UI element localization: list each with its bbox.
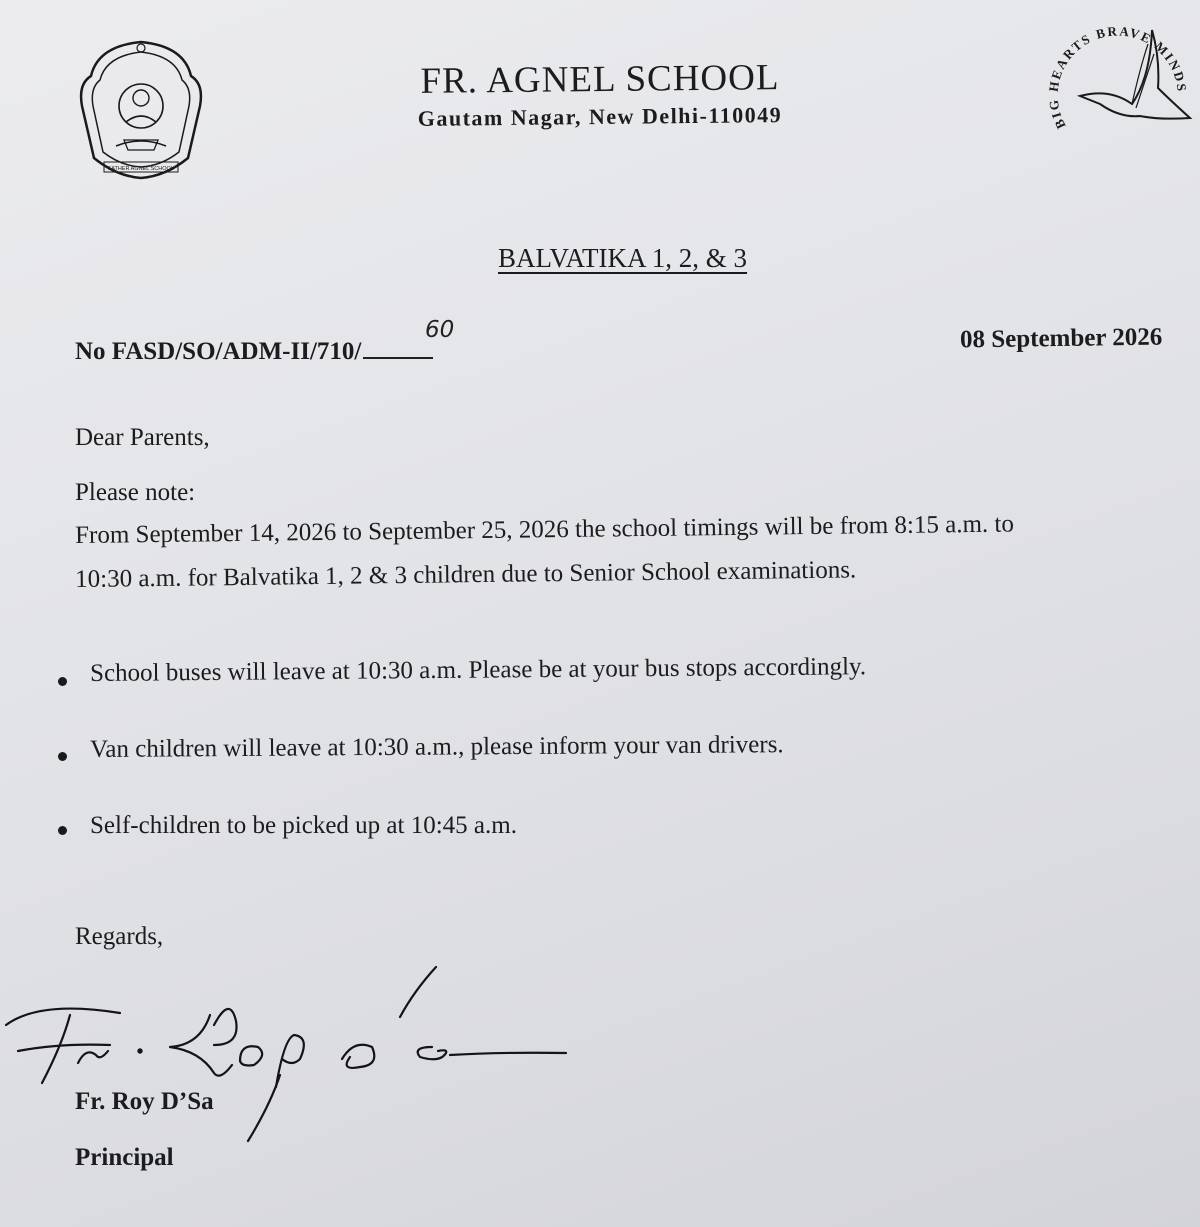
- reference-number: No FASD/SO/ADM-II/710/: [75, 338, 362, 365]
- bullet-icon: [58, 826, 67, 835]
- school-name: FR. AGNEL SCHOOL: [420, 57, 780, 102]
- school-crest-logo: [76, 36, 206, 181]
- crest-banner-text: FATHER AGNEL SCHOOL: [108, 166, 174, 172]
- bullet-item-buses: School buses will leave at 10:30 a.m. Please be at your bus stops accordingly.: [90, 653, 867, 687]
- handwritten-signature: [0, 955, 580, 1145]
- bullet-item-self-pickup: Self-children to be picked up at 10:45 a.m.: [90, 812, 517, 839]
- bullet-item-vans: Van children will leave at 10:30 a.m., please inform your van drivers.: [90, 731, 784, 763]
- bullet-icon: [58, 752, 67, 761]
- notice-paragraph-line-1: From September 14, 2026 to September 25, 2026 the school timings will be from 8:15 a.m. to: [75, 510, 1015, 549]
- notice-paragraph-line-2: 10:30 a.m. for Balvatika 1, 2 & 3 children due to Senior School examinations.: [75, 556, 857, 593]
- big-hearts-brave-minds-logo: [1040, 8, 1195, 168]
- school-address: Gautam Nagar, New Delhi-110049: [417, 102, 783, 131]
- bullet-icon: [58, 677, 67, 686]
- notice-heading: BALVATIKA 1, 2, & 3: [498, 243, 748, 273]
- svg-text:BIG HEARTS BRAVE MINDS: [1046, 23, 1190, 131]
- reference-blank-line: [363, 357, 433, 359]
- closing-regards: Regards,: [75, 923, 164, 950]
- signature-text: Fr. Roy D'Sa: [0, 955, 6, 956]
- notice-date: 08 September 2026: [959, 323, 1163, 354]
- salutation: Dear Parents,: [75, 424, 210, 451]
- reference-number-line: [75, 338, 433, 366]
- handwritten-reference-number: 60: [425, 317, 455, 343]
- signatory-title: Principal: [75, 1144, 174, 1171]
- please-note: Please note:: [75, 479, 196, 506]
- motto-text: BIG HEARTS BRAVE MINDS: [1045, 23, 1190, 132]
- signatory-name: Fr. Roy D’Sa: [75, 1088, 214, 1115]
